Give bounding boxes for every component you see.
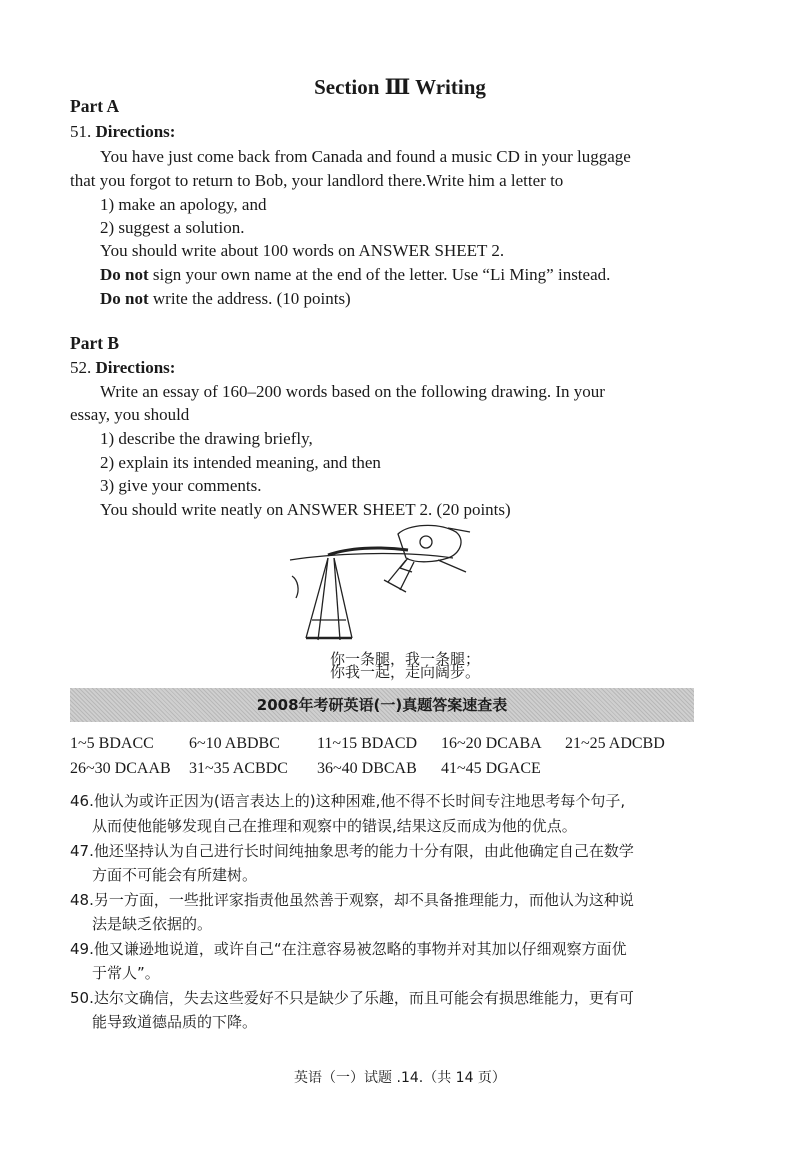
q51-directions-label: Directions: [95, 122, 176, 141]
translation-49-line2: 于常人”。 [92, 964, 160, 982]
q51-item-1: 1) make an apology, and [100, 195, 267, 214]
answer-row-1-col-1: 1~5 BDACC [70, 735, 154, 752]
q52-heading [70, 358, 175, 378]
answer-table-banner: 2008年考研英语(一)真题答案速查表 [70, 688, 694, 722]
answer-row-1-col-5: 21~25 ADCBD [565, 735, 665, 752]
cartoon-caption-line2: 你我一起，走向阔步。 [330, 663, 481, 681]
answer-row-2-col-3: 36~40 DBCAB [317, 760, 417, 777]
cartoon-drawing [288, 520, 478, 650]
translation-number: 46. [70, 792, 94, 810]
answer-row-2-col-2: 31~35 ACBDC [189, 760, 288, 777]
translation-47-line2: 方面不可能会有所建树。 [92, 866, 258, 884]
address-note-text: write the address. (10 points) [148, 289, 351, 308]
translation-text: 达尔文确信，失去这些爱好不只是缺少了乐趣，而且可能会有损思维能力，更有可 [93, 989, 634, 1007]
translation-number: 50. [70, 989, 94, 1007]
section-title: Section Ⅲ Writing [314, 75, 486, 99]
q51-heading [70, 122, 175, 142]
translation-50-line2: 能导致道德品质的下降。 [92, 1013, 258, 1031]
q51-item-2: 2) suggest a solution. [100, 218, 245, 237]
translation-number: 48. [70, 891, 94, 909]
answer-row-1-col-2: 6~10 ABDBC [189, 735, 280, 752]
q52-number: 52. [70, 358, 92, 377]
answer-row-2-col-1: 26~30 DCAAB [70, 760, 171, 777]
q51-number: 51. [70, 122, 92, 141]
translation-46-line2: 从而使他能够发现自己在推理和观察中的错误,结果这反而成为他的优点。 [92, 817, 577, 835]
q51-para-line1: You have just come back from Canada and found a music CD in your luggage [100, 147, 631, 166]
q51-address-note [100, 289, 351, 309]
answer-row-2-col-4: 41~45 DGACE [441, 760, 541, 777]
q52-directions-label: Directions: [95, 358, 176, 377]
translation-text: 他又谦逊地说道，或许自己“在注意容易被忽略的事物并对其加以仔细观察方面优 [93, 940, 627, 958]
answer-row-1-col-4: 16~20 DCABA [441, 735, 542, 752]
q52-para-line1: Write an essay of 160–200 words based on the following drawing. In your [100, 382, 605, 401]
translation-number: 47. [70, 842, 94, 860]
translation-text: 他还坚持认为自己进行长时间纯抽象思考的能力十分有限，由此他确定自己在数学 [93, 842, 634, 860]
part-a-heading: Part A [70, 96, 120, 116]
q52-para-line2: essay, you should [70, 405, 190, 424]
part-b-heading: Part B [70, 333, 120, 353]
page-footer: 英语（一）试题 .14.（共 14 页） [294, 1070, 506, 1086]
q52-item-3: 3) give your comments. [100, 476, 262, 495]
do-not-label: Do not [100, 265, 149, 284]
cartoon-caption-line1: 你一条腿，我一条腿； [330, 650, 481, 668]
q52-item-1: 1) describe the drawing briefly, [100, 429, 313, 448]
answer-row-1-col-3: 11~15 BDACD [317, 735, 418, 752]
q51-sign-note [100, 265, 610, 285]
sign-note-text: sign your own name at the end of the letter. Use “Li Ming” instead. [148, 265, 611, 284]
q52-neat-note: You should write neatly on ANSWER SHEET 2. (20 points) [100, 500, 511, 519]
q51-words-note: You should write about 100 words on ANSWER SHEET 2. [100, 241, 505, 260]
translation-text: 另一方面，一些批评家指责他虽然善于观察，却不具备推理能力，而他认为这种说 [93, 891, 634, 909]
translation-46-line1 [70, 790, 625, 811]
translation-text: 他认为或许正因为(语言表达上的)这种困难,他不得不长时间专注地思考每个句子, [93, 792, 626, 810]
q51-para-line2: that you forgot to return to Bob, your landlord there.Write him a letter to [70, 171, 564, 190]
translation-50-line1 [70, 987, 634, 1008]
translation-47-line1 [70, 840, 634, 861]
translation-number: 49. [70, 940, 94, 958]
translation-49-line1 [70, 938, 627, 959]
translation-48-line2: 法是缺乏依据的。 [92, 915, 213, 933]
do-not-label: Do not [100, 289, 149, 308]
translation-48-line1 [70, 889, 634, 910]
q52-item-2: 2) explain its intended meaning, and then [100, 453, 381, 472]
